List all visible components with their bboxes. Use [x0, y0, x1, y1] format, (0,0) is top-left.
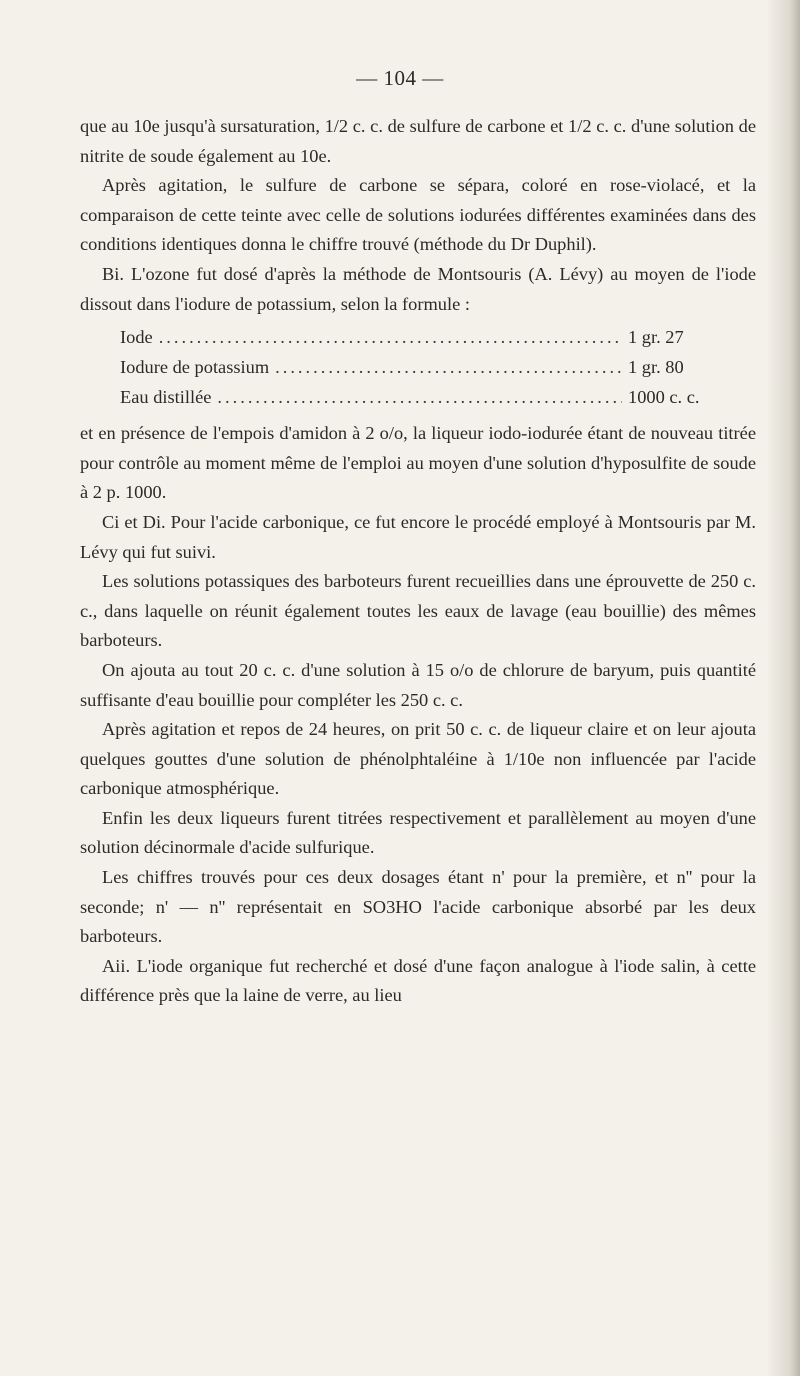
paragraph: Les chiffres trouvés pour ces deux dosages étant n' pour la première, et n'' pour la seconde; n' — n'' représentait en SO3HO l'acide carbonique absorbé par les deux barboteurs. [80, 867, 756, 947]
formula-ingredient: Eau distillée [120, 387, 212, 408]
paragraph: Les solutions potassiques des barboteurs furent recueillies dans une éprouvette de 250 c. c., dans laquelle on réunit également toutes les eaux de lavage (eau bouillie) des mêmes barboteurs. [80, 571, 756, 651]
body-text [80, 112, 756, 1011]
paragraph: et en présence de l'empois d'amidon à 2 o/o, la liqueur iodo-iodurée étant de nouveau titrée pour contrôle au moment même de l'emploi au moyen d'une solution d'hyposulfite de soude à 2 p. 1000. [80, 423, 756, 503]
formula-quantity: 1 gr. 27 [628, 327, 684, 348]
page-number: — 104 — [356, 66, 444, 90]
paragraph: On ajouta au tout 20 c. c. d'une solution à 15 o/o de chlorure de baryum, puis quantité suffisante d'eau bouillie pour compléter les 250 c. c. [80, 659, 756, 710]
formula-ingredient: Iode [120, 327, 153, 348]
paragraph: Après agitation, le sulfure de carbone se sépara, coloré en rose-violacé, et la comparaison de cette teinte avec celle de solutions iodurées différentes examinées dans des conditions identiques donna le chiffre trouvé (méthode du Dr Duphil). [80, 175, 756, 255]
formula-row [120, 383, 708, 413]
formula-table [120, 323, 708, 413]
leader-dots [275, 353, 622, 383]
paragraph: Bi. L'ozone fut dosé d'après la méthode de Montsouris (A. Lévy) au moyen de l'iode dissout dans l'iodure de potassium, selon la formule : [80, 263, 756, 314]
formula-quantity: 1000 c. c. [628, 387, 700, 408]
leader-dots [217, 383, 622, 413]
paragraph: Ci et Di. Pour l'acide carbonique, ce fut encore le procédé employé à Montsouris par M. Lévy qui fut suivi. [80, 511, 756, 562]
paragraph: Après agitation et repos de 24 heures, on prit 50 c. c. de liqueur claire et on leur ajouta quelques gouttes d'une solution de phénolphtaléine à 1/10e non influencée par l'acide carbonique atmosphérique. [80, 719, 756, 799]
formula-ingredient: Iodure de potassium [120, 357, 270, 378]
formula-row [120, 323, 708, 353]
leader-dots [159, 323, 622, 353]
page-edge-shadow [766, 0, 800, 1376]
paragraph: Aii. L'iode organique fut recherché et dosé d'une façon analogue à l'iode salin, à cette différence près que la laine de verre, au lieu [80, 955, 756, 1006]
formula-quantity: 1 gr. 80 [628, 357, 684, 378]
paragraph: Enfin les deux liqueurs furent titrées respectivement et parallèlement au moyen d'une solution décinormale d'acide sulfurique. [80, 807, 756, 858]
formula-row [120, 353, 708, 383]
paragraph: que au 10e jusqu'à sursaturation, 1/2 c. c. de sulfure de carbone et 1/2 c. c. d'une solution de nitrite de soude également au 10e. [80, 116, 756, 166]
